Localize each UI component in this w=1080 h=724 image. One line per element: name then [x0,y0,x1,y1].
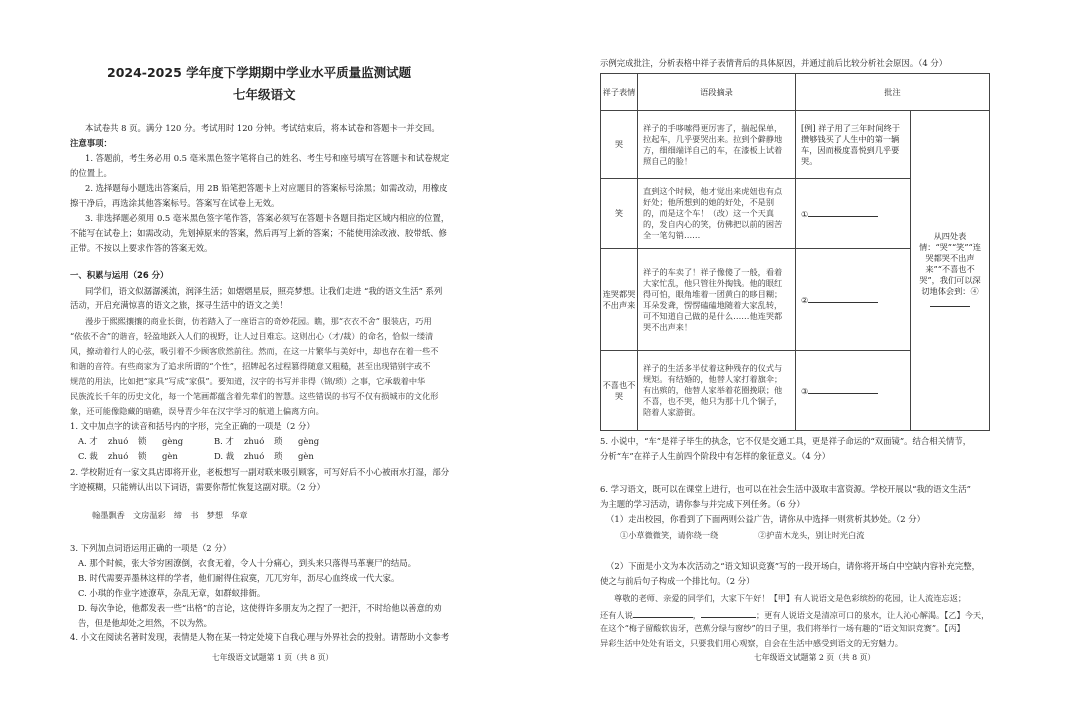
page-footer: 七年级语文试题第 1 页（共 8 页） [212,653,334,662]
answer-blank-2[interactable] [808,293,878,303]
pinyin: gèn [298,451,314,461]
section-1-heading: 一、积累与运用（26 分） [70,270,169,280]
speech-line: 还有人说 ， ；更有人说语文是清凉可口的泉水，让人沁心解渴。【乙】今天， [600,610,990,620]
passage-line: “依依不舍”的谐音，轻盈地跃入人们的视野，让人过目难忘。这则出心（才/裁）的命名，恰似一缕清 [70,331,434,341]
question-1: 1. 文中加点字的读音和括号内的字形，完全正确的一项是（2 分） [70,421,315,431]
char: 琐 [274,436,283,446]
summary-text: 从四处表情：“哭”“笑”“连哭都哭不出声来”“不喜也不哭”，我们可以深切地体会到：④ [919,231,981,296]
char: 锁 [138,451,147,461]
blank-marker: ③ [801,386,809,396]
table-row-note: [例] 祥子用了三年时间终于攒够钱买了人生中的第一辆车，因而极度喜悦到几乎要哭。 [796,111,911,179]
note-line: 2. 选择题每小题选出答案后，用 2B 铅笔把答题卡上对应题目的答案标号涂黑；如需改动，用橡皮 [85,183,448,193]
ad-2: ②护苗木龙头，别让时光白流 [758,530,865,540]
note-line: 1. 答题前，考生务必用 0.5 毫米黑色签字笔将自己的姓名、考生号和座号填写在答题卡和试卷规定 [85,153,450,163]
exam-page-2 [540,0,1080,724]
ad-1: ①小草微微笑，请你绕一绕 [620,530,719,540]
passage-line: 规范的用法，比如把“家具”写成“家俱”。要知道，汉字的书写并非得（锦/琐）之事，它承载着中华 [70,376,426,386]
q1-option-c: C. 裁 [78,451,98,461]
question-6: 6. 学习语文，既可以在课堂上进行，也可以在社会生活中汲取丰富资源。学校开展以“我的语文生活” [600,484,971,494]
table-row-expression: 不喜也不哭 [601,351,638,431]
question-5: 分析“车”在祥子人生前四个阶段中有怎样的象征意义。（4 分） [600,451,831,461]
pinyin: gèng [298,436,320,446]
table-row-note-cell [796,351,911,431]
q1-option-d: D. 裁 [214,451,235,461]
table-header: 语段摘录 [638,74,796,111]
question-2: 字迹模糊，只能辨认出以下词语，需要你帮忙恢复这副对联。（2 分） [70,482,326,492]
answer-blank-4[interactable] [930,297,970,307]
q1-option-a: A. 才 [78,436,98,446]
pinyin: zhuó [244,451,265,461]
question-6-1: （1）走出校园，你看到了下面两则公益广告，请你从中选择一则赏析其妙处。（2 分） [606,514,925,524]
speech-blank-1[interactable] [633,608,693,618]
speech-line: 异彩生活中处处有语文，只要我们用心观察，自会在生活中感受到语文的无穷魅力。 [600,638,903,648]
table-row-note-cell [796,179,911,249]
passage-line: 漫步于熙熙攘攘的商业长街，仿若踏入了一座语言的奇妙花园。瞧，那“衣衣不舍” 服装店，巧用 [85,316,432,326]
speech-fragment: 还有人说 [600,610,633,620]
question-6-2: 使之与前后句子构成一个排比句。（2 分） [600,576,755,586]
q3-option-a: A. 那个时候，张大爷穷困潦倒，衣食无着，令人十分痛心，到头来只落得马革裹尸的结局。 [78,558,416,568]
question-4: 4. 小文在阅读名著时发现，表情是人物在某一特定处境下自我心理与外界社会的投射。请帮助小文参考 [70,632,450,642]
question-5: 5. 小说中，“车”是祥子毕生的执念，它不仅是交通工具，更是祥子命运的“双面镜”。结合相关情节， [600,436,972,446]
question-2: 2. 学校附近有一家文具店即将开业，老板想写一副对联来吸引顾客，可写好后不小心被雨水打湿，部分 [70,467,450,477]
q1-option-b: B. 才 [214,436,234,446]
table-row-excerpt: 祥子的手哆嗦得更厉害了，揣起保单，拉起车，几乎要哭出来。拉到个僻静地方，细细端详自己的车，在漆板上试着照自己的脸！ [638,111,796,179]
pinyin: zhuó [108,451,129,461]
speech-fragment: ；更有人说语文是清凉可口的泉水，让人沁心解渴。【乙】今天， [755,610,990,620]
passage-line: 风，撩动着行人的心弦，吸引着不少顾客欣然前往。然而，在这一片繁华与美好中，却也存在着一些不 [70,346,439,356]
question-6-2: （2）下面是小文为本次活动之“语文知识竞赛”写的一段开场白，请你将开场白中空缺内容补充完整， [606,561,981,571]
note-line: 的位置上。 [70,168,112,178]
char: 锁 [138,436,147,446]
note-line: 正带。不按以上要求作答的答案无效。 [70,243,213,253]
exam-intro: 本试卷共 8 页。满分 120 分。考试用时 120 分钟。考试结束后，将本试卷和答题卡一并交回。 [85,123,440,133]
exam-subtitle: 七年级语文 [233,87,296,102]
q3-option-d: D. 每次争论，他都发表一些“出格”的言论，这使得许多朋友为之捏了一把汗，不时给他以善意的劝 [78,603,442,613]
table-header: 批注 [796,74,990,111]
answer-blank-1[interactable] [808,207,878,217]
blank-marker: ② [801,295,809,305]
passage-line: 和谐的音符。有些商家为了追求所谓的“个性”，招牌起名过程篡得随意又粗糙，甚至出现错别字或不 [70,361,431,371]
blank-marker: ① [801,209,809,219]
q2-word-list: 翰墨飘香 文房温彩 缔 书 梦想 华章 [92,510,248,520]
question-6: 为主题的学习活动，请你参与并完成下列任务。（6 分） [600,499,805,509]
table-row-expression: 连哭都哭不出声来 [601,249,638,351]
section-1-intro: 同学们，语文似潺潺溪流，润泽生活；如熠熠星辰，照亮梦想。让我们走进 “我的语文生活” 系列 [85,286,443,296]
speech-line: 尊敬的老师、亲爱的同学们，大家下午好！【甲】有人说语文是色彩缤纷的花园，让人流连忘返； [614,593,967,603]
note-line: 3. 非选择题必须用 0.5 毫米黑色签字笔作答，答案必须写在答题卡各题目指定区域内相应的位置， [85,213,450,223]
expression-table [600,73,990,431]
note-line: 不能写在试卷上；如需改动，先划掉原来的答案，然后再写上新的答案；不能使用涂改液、胶带纸、修 [70,228,447,238]
table-row-expression: 笑 [601,179,638,249]
passage-line: 民族流长千年的历史文化，每一个笔画都蕴含着先辈们的智慧。这些错误的书写不仅有损城市的文化形 [70,391,439,401]
pinyin: gèn [162,451,178,461]
table-header: 祥子表情 [601,74,638,111]
section-1-intro: 活动，开启充满惊喜的语文之旅，探寻生活中的语文之美！ [70,300,288,310]
table-row-excerpt: 祥子的生活多半仗着这种残存的仪式与规矩。有结婚的，他替人家打着旗伞；有出殡的，他替人家举着花圈挽联；他不喜，也不哭，他只为那十几个铜子，陪着人家游街。 [638,351,796,431]
question-3: 3. 下列加点词语运用正确的一项是（2 分） [70,543,232,553]
char: 琐 [274,451,283,461]
exam-title: 2024-2025 学年度下学期期中学业水平质量监测试题 [107,65,412,80]
table-row-expression: 哭 [601,111,638,179]
table-row-note-cell [796,249,911,351]
speech-line: 在这个“梅子留酸软齿牙，芭蕉分绿与窗纱”的日子里，我们将举行一场有趣的“语文知识竞赛”。【丙】 [600,623,965,633]
pinyin: gèng [162,436,184,446]
table-row-excerpt: 祥子的车卖了！祥子像傻了一般，看着大家忙乱，他只管往外掏钱。他的眼红得可怕，眼角堆着一团黄白的眵目糊；耳朵发聋，愣愣磕磕地随着大家乱转，可不知道自己做的是什么……他连哭都哭不出声来！ [638,249,796,351]
passage-line: 象，还可能像隐藏的暗礁，误导青少年在汉字学习的航道上偏离方向。 [70,406,324,416]
question-4-continued: 示例完成批注，分析表格中祥子表情背后的具体原因，并通过前后比较分析社会原因。（4 分） [600,58,948,68]
note-line: 擦干净后，再选涂其他答案标号。答案写在试卷上无效。 [70,198,280,208]
notice-label: 注意事项： [70,138,112,148]
summary-cell [911,111,990,431]
pinyin: zhuó [244,436,265,446]
answer-blank-3[interactable] [808,384,878,394]
page-footer: 七年级语文试题第 2 页（共 8 页） [754,653,876,662]
table-row-excerpt: 直到这个时候，他才觉出来虎妞也有点好处；他所想到的她的好处，不是别的，而是这个车！（改）这一个天真的，发自内心的笑，仿佛把以前的困苦全一笔勾销…… [638,179,796,249]
q3-option-b: B. 时代需要弄墨林这样的学者，他们耐得住寂寞，兀兀穷年，沥尽心血终成一代大家。 [78,573,400,583]
q3-option-c: C. 小琪的作业字迹潦草，杂乱无章，如群蚁排衙。 [78,588,266,598]
speech-blank-2[interactable] [701,608,756,618]
q3-option-d: 告，但是他却处之坦然，不以为然。 [78,618,212,628]
pinyin: zhuó [108,436,129,446]
